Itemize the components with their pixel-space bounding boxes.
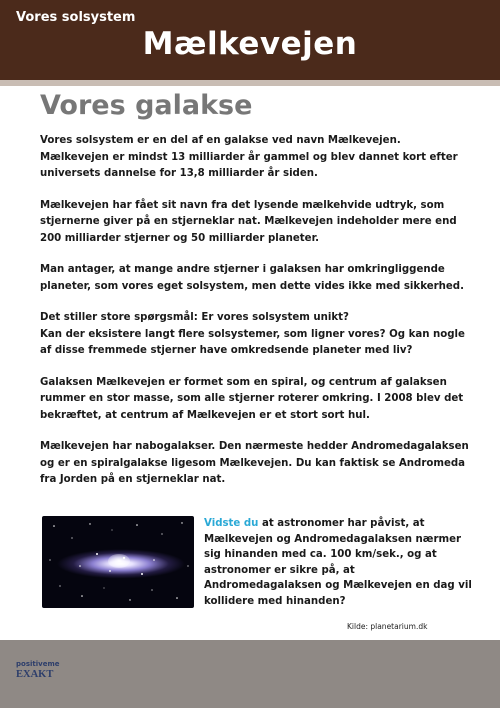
page-title: Mælkevejen	[142, 26, 358, 62]
paragraph: Vores solsystem er en del af en galakse ved navn Mælkevejen. Mælkevejen er mindst 13 milliarder år gammel og blev dannet kort efter universets dannelse for 13,8 milliarder år siden.	[40, 135, 458, 179]
did-you-know-label: Vidste du	[204, 518, 259, 529]
galaxy-core	[108, 554, 130, 568]
paragraph: Mælkevejen har fået sit navn fra det lysende mælkehvide udtryk, som stjernerne giver på en stjerneklar nat. Mælkevejen indeholder mere end 200 milliarder stjerner og 50 milliarder planeter.	[40, 199, 457, 244]
footer-band	[0, 640, 500, 708]
section-heading: Vores galakse	[40, 90, 253, 121]
source-credit: Kilde: planetarium.dk	[347, 622, 428, 631]
series-title: Vores solsystem	[16, 10, 136, 25]
did-you-know-box	[204, 516, 474, 609]
header-divider	[0, 80, 500, 86]
brand-logo: EXAKT	[16, 669, 54, 680]
paragraph: Mælkevejen har nabogalakser. Den nærmeste hedder Andromedagalaksen og er en spiralgalakse ligesom Mælkevejen. Du kan faktisk se Andromeda fra Jorden på en stjerneklar nat.	[40, 441, 469, 485]
paragraph: Man antager, at mange andre stjerner i galaksen har omkringliggende planeter, som vores eget solsystem, men dette vides ikke med sikkerhed.	[40, 264, 464, 292]
paragraph: Galaksen Mælkevejen er formet som en spiral, og centrum af galaksen rummer en stor masse, som alle stjerner roterer omkring. I 2008 blev det bekræftet, at centrum af Mælkevejen er et stort sort hul.	[40, 376, 464, 421]
body-text	[40, 133, 470, 504]
header-band	[0, 0, 500, 80]
paragraph: Det stiller store spørgsmål: Er vores solsystem unikt? Kan der eksistere langt flere solsystemer, som ligner vores? Og kan nogle af disse fremmede stjerner have omkredsende planeter med liv?	[40, 312, 465, 356]
brand-logo-top: positiveme	[16, 660, 60, 668]
did-you-know-text: at astronomer har påvist, at Mælkevejen og Andromedagalaksen nærmer sig hinanden med ca. 100 km/sek., og at astronomer er sikre på, at Andromedagalaksen og Mælkevejen en dag vil kollidere med hinanden?	[204, 518, 472, 607]
galaxy-image	[42, 516, 194, 608]
